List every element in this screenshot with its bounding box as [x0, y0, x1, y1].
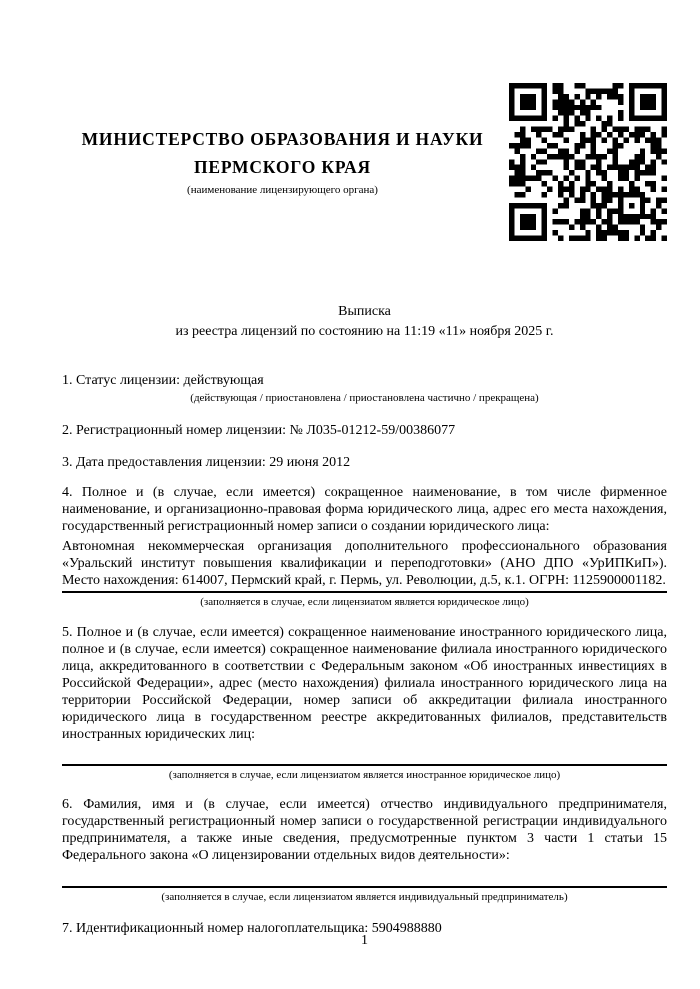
foreign-entity-fill-line: [62, 764, 667, 766]
legal-entity-caption: (заполняется в случае, если лицензиатом является юридическое лицо): [200, 596, 529, 608]
foreign-entity-label: 5. Полное и (в случае, если имеется) сокращенное наименование иностранного юридического лица, полное и (в случае, если имеется) сокращенное наименование филиала иностранного юридического лица, аккредитованного в соответствии с Федеральным законом «Об иностранных инвестициях в Российской Федерации», адрес (место нахождения) филиала иностранного юридического лица на территории Российской Федерации, номер записи об аккредитации филиала иностранного юридического лица в государственном реестре аккредитованных филиалов, представительств иностранных юридических лиц:: [62, 625, 667, 742]
legal-entity-fill-line: [62, 591, 667, 593]
legal-entity-value: Автономная некоммерческая организация дополнительного профессионального образования «Уральский институт повышения квалификации и переподготовки» (АНО ДПО «УрИПКиП»). Место нахождения: 614007, Пермский край, г. Пермь, ул. Революции, д.5, к.1. ОГРН: 1125900001182.: [62, 539, 667, 588]
document-title: [62, 302, 667, 342]
license-grant-date-item: 3. Дата предоставления лицензии: 29 июня 2012: [62, 455, 351, 470]
document-title-line2: из реестра лицензий по состоянию на 11:19 «11» ноября 2025 г.: [175, 324, 554, 339]
license-registration-number-item: 2. Регистрационный номер лицензии: № Л035-01212-59/00386077: [62, 423, 456, 438]
document-title-line1: Выписка: [338, 304, 391, 319]
taxpayer-number-item: 7. Идентификационный номер налогоплательщика: 5904988880: [62, 921, 442, 936]
license-status-options-caption: (действующая / приостановлена / приостановлена частично / прекращена): [190, 392, 539, 404]
entrepreneur-label: 6. Фамилия, имя и (в случае, если имеется) отчество индивидуального предпринимателя, государственный регистрационный номер записи о государственной регистрации индивидуального предпринимателя, а также иные сведения, предусмотренные пунктом 3 части 1 статьи 15 Федерального закона «О лицензировании отдельных видов деятельности»:: [62, 797, 667, 863]
licensing-authority-caption: (наименование лицензирующего органа): [187, 184, 378, 196]
licensing-authority-block: [62, 0, 503, 197]
legal-entity-label: 4. Полное и (в случае, если имеется) сокращенное наименование, в том числе фирменное наименование, и организационно-правовая форма юридического лица, адрес его места нахождения, государственный регистрационный номер записи о создании юридического лица:: [62, 485, 667, 534]
ministry-name-line1: МИНИСТЕРСТВО ОБРАЗОВАНИЯ И НАУКИ: [81, 129, 484, 149]
qr-code-box: [509, 83, 667, 241]
license-status-item: 1. Статус лицензии: действующая: [62, 373, 264, 388]
entrepreneur-fill-line: [62, 886, 667, 888]
qr-code-icon: [509, 83, 667, 241]
document-header: [62, 0, 667, 241]
page-number: 1: [361, 933, 368, 948]
entrepreneur-caption: (заполняется в случае, если лицензиатом является индивидуальный предприниматель): [161, 891, 568, 903]
ministry-name-line2: ПЕРМСКОГО КРАЯ: [194, 157, 371, 177]
foreign-entity-caption: (заполняется в случае, если лицензиатом является иностранное юридическое лицо): [168, 769, 561, 781]
ministry-name: [62, 125, 503, 181]
